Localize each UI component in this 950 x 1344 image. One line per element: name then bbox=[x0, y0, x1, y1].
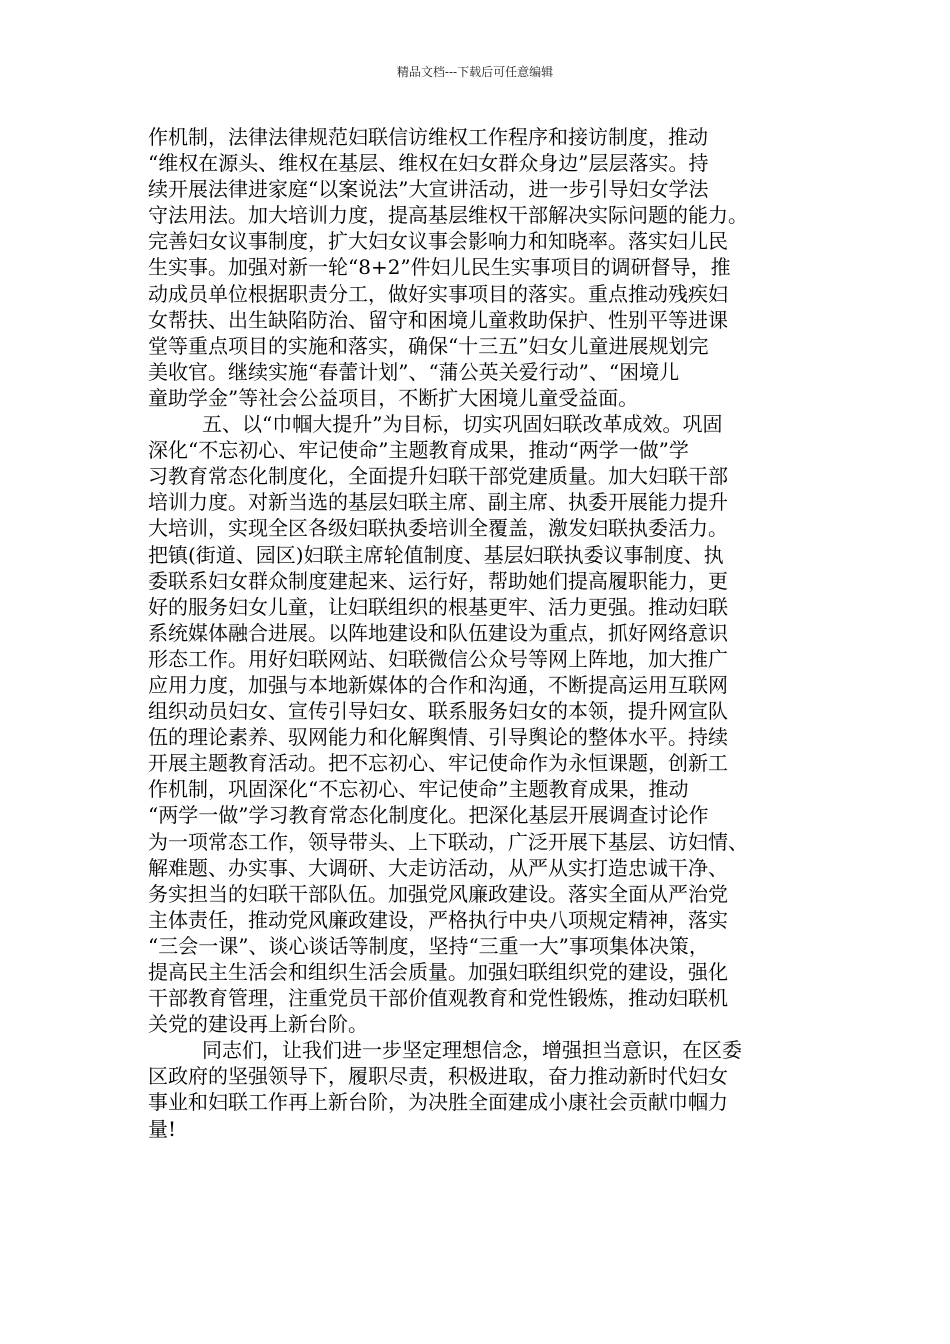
text-line: 作机制，巩固深化“不忘初心、牢记使命”主题教育成果，推动 bbox=[148, 777, 689, 802]
text-line: 完善妇女议事制度，扩大妇女议事会影响力和知晓率。落实妇儿民 bbox=[148, 229, 728, 254]
text-line: 好的服务妇女儿童，让妇联组织的根基更牢、活力更强。推动妇联 bbox=[148, 594, 728, 619]
text-line: 干部教育管理，注重党员干部价值观教育和党性锻炼，推动妇联机 bbox=[148, 986, 728, 1011]
text-line: 主体责任，推动党风廉政建设，严格执行中央八项规定精神，落实 bbox=[148, 907, 728, 932]
text-line: 作机制，法律法律规范妇联信访维权工作程序和接访制度，推动 bbox=[148, 125, 708, 149]
text-line: 量! bbox=[148, 1116, 177, 1141]
text-line: 女帮扶、出生缺陷防治、留守和困境儿童救助保护、性别平等进课 bbox=[148, 307, 728, 332]
text-line: 同志们，让我们进一步坚定理想信念，增强担当意识，在区委 bbox=[202, 1038, 742, 1063]
text-line: 五、以“巾帼大提升”为目标，切实巩固妇联改革成效。巩固 bbox=[202, 412, 723, 437]
text-line: 事业和妇联工作再上新台阶，为决胜全面建成小康社会贡献巾帼力 bbox=[148, 1090, 728, 1115]
text-line: 守法用法。加大培训力度，提高基层维权干部解决实际问题的能力。 bbox=[148, 203, 748, 228]
text-line: 务实担当的妇联干部队伍。加强党风廉政建设。落实全面从严治党 bbox=[148, 881, 728, 906]
text-line: 委联系妇女群众制度建起来、运行好，帮助她们提高履职能力，更 bbox=[148, 568, 728, 593]
text-line: 动成员单位根据职责分工，做好实事项目的落实。重点推动残疾妇 bbox=[148, 281, 728, 306]
text-line: 美收官。继续实施“春蕾计划”、“蒲公英关爱行动”、“困境儿 bbox=[148, 359, 680, 384]
text-line: 组织动员妇女、宣传引导妇女、联系服务妇女的本领，提升网宣队 bbox=[148, 699, 728, 724]
text-line: 大培训，实现全区各级妇联执委培训全覆盖，激发妇联执委活力。 bbox=[148, 516, 728, 541]
text-line: 应用力度，加强与本地新媒体的合作和沟通，不断提高运用互联网 bbox=[148, 672, 728, 697]
text-line: 提高民主生活会和组织生活会质量。加强妇联组织党的建设，强化 bbox=[148, 960, 728, 984]
text-line: 童助学金”等社会公益项目，不断扩大困境儿童受益面。 bbox=[148, 385, 639, 410]
text-line: 堂等重点项目的实施和落实，确保“十三五”妇女儿童进展规划完 bbox=[148, 333, 709, 358]
text-line: 续开展法律进家庭“以案说法”大宣讲活动，进一步引导妇女学法 bbox=[148, 177, 709, 202]
text-line: 把镇(街道、园区)妇联主席轮值制度、基层妇联执委议事制度、执 bbox=[148, 542, 724, 567]
document-body bbox=[148, 124, 824, 1142]
text-line: 为一项常态工作，领导带头、上下联动，广泛开展下基层、访妇情、 bbox=[148, 829, 748, 854]
text-line: 生实事。加强对新一轮“8+2”件妇儿民生实事项目的调研督导，推 bbox=[148, 255, 731, 280]
text-line: 解难题、办实事、大调研、大走访活动，从严从实打造忠诚干净、 bbox=[148, 855, 728, 880]
text-line: 伍的理论素养、驭网能力和化解舆情、引导舆论的整体水平。持续 bbox=[148, 725, 728, 750]
page-header: 精品文档---下载后可任意编辑 bbox=[396, 65, 554, 79]
text-line: 习教育常态化制度化，全面提升妇联干部党建质量。加大妇联干部 bbox=[148, 464, 728, 489]
text-line: 深化“不忘初心、牢记使命”主题教育成果，推动“两学一做”学 bbox=[148, 438, 689, 463]
text-line: 开展主题教育活动。把不忘初心、牢记使命作为永恒课题，创新工 bbox=[148, 751, 728, 776]
text-line: 培训力度。对新当选的基层妇联主席、副主席、执委开展能力提升 bbox=[148, 490, 728, 515]
text-line: “两学一做”学习教育常态化制度化。把深化基层开展调查讨论作 bbox=[148, 803, 709, 828]
text-line: “三会一课”、谈心谈话等制度，坚持“三重一大”事项集体决策， bbox=[148, 933, 709, 958]
text-line: “维权在源头、维权在基层、维权在妇女群众身边”层层落实。持 bbox=[148, 151, 709, 176]
text-line: 系统媒体融合进展。以阵地建设和队伍建设为重点，抓好网络意识 bbox=[148, 620, 728, 645]
text-line: 关党的建设再上新台阶。 bbox=[148, 1012, 368, 1037]
text-line: 形态工作。用好妇联网站、妇联微信公众号等网上阵地，加大推广 bbox=[148, 646, 728, 671]
text-line: 区政府的坚强领导下，履职尽责，积极进取，奋力推动新时代妇女 bbox=[148, 1064, 728, 1089]
